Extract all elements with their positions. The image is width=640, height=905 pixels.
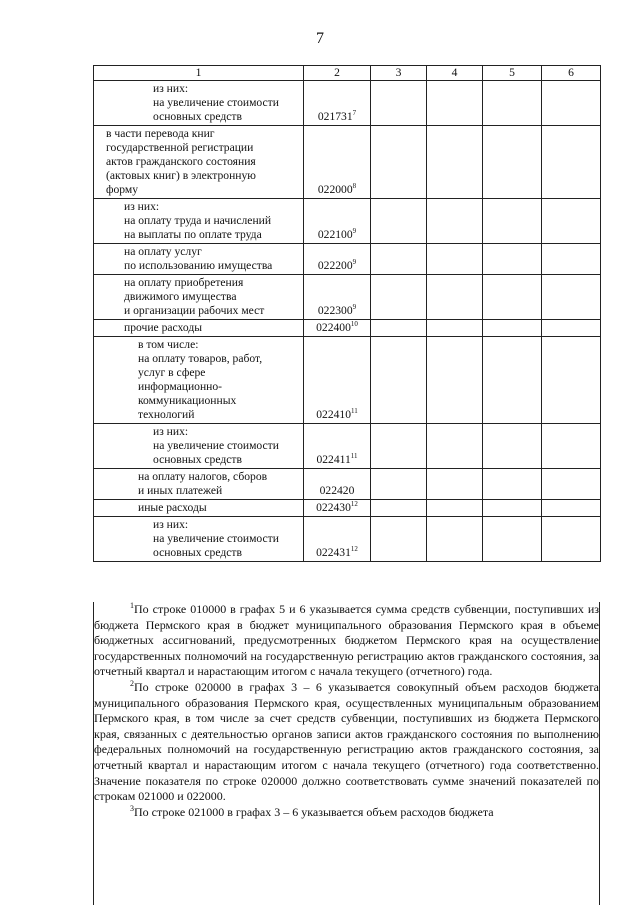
footnote-number: 3: [130, 803, 134, 813]
row-code: [304, 500, 371, 517]
value-cell-col-6: [542, 424, 601, 469]
table-row: [94, 244, 601, 275]
footnote: [94, 602, 599, 680]
table-header-row: [94, 66, 601, 81]
row-code: [304, 81, 371, 126]
row-code: [304, 275, 371, 320]
footnote-ref: 9: [352, 227, 357, 235]
table-row: [94, 81, 601, 126]
row-code: [304, 320, 371, 337]
value-cell-col-3: [371, 500, 427, 517]
value-cell-col-3: [371, 199, 427, 244]
row-code-value: 022300: [317, 304, 353, 317]
footnote-ref: 9: [352, 258, 357, 266]
value-cell-col-3: [371, 81, 427, 126]
row-label: на оплату налогов, сборов и иных платежей: [94, 469, 304, 500]
row-label: на оплату услуг по использованию имущества: [94, 244, 304, 275]
row-code: [304, 244, 371, 275]
row-label: в том числе: на оплату товаров, работ, услуг в сфере информационно- коммуникационных технологий: [94, 337, 304, 424]
row-code-value: 022200: [317, 259, 353, 272]
footnotes: [93, 602, 600, 905]
value-cell-col-4: [427, 517, 483, 562]
table-row: [94, 199, 601, 244]
row-code-value: 021731: [317, 110, 353, 123]
report-table-body: [94, 66, 601, 562]
value-cell-col-5: [483, 337, 542, 424]
value-cell-col-5: [483, 500, 542, 517]
footnote-ref: 10: [350, 320, 358, 328]
value-cell-col-6: [542, 244, 601, 275]
value-cell-col-5: [483, 275, 542, 320]
row-label: на оплату приобретения движимого имущества и организации рабочих мест: [94, 275, 304, 320]
table-row: [94, 126, 601, 199]
row-code: [304, 517, 371, 562]
value-cell-col-3: [371, 244, 427, 275]
row-code-value: 022420: [319, 484, 355, 497]
column-header-5: 5: [483, 66, 542, 81]
value-cell-col-5: [483, 469, 542, 500]
footnote-ref: 12: [350, 545, 358, 553]
value-cell-col-5: [483, 199, 542, 244]
footnote-ref: 8: [352, 182, 357, 190]
row-code-value: 022430: [316, 501, 351, 514]
footnote: [94, 680, 599, 805]
row-code-value: 022100: [317, 228, 353, 241]
value-cell-col-4: [427, 275, 483, 320]
value-cell-col-4: [427, 469, 483, 500]
value-cell-col-4: [427, 199, 483, 244]
footnote-ref: 11: [350, 452, 358, 460]
table-row: [94, 469, 601, 500]
footnote-number: 2: [130, 678, 134, 688]
value-cell-col-6: [542, 199, 601, 244]
column-header-2: 2: [304, 66, 371, 81]
value-cell-col-4: [427, 424, 483, 469]
table-row: [94, 500, 601, 517]
row-label: в части перевода книг государственной регистрации актов гражданского состояния (актовых книг) в электронную форму: [94, 126, 304, 199]
table-row: [94, 275, 601, 320]
value-cell-col-3: [371, 126, 427, 199]
footnote-number: 1: [130, 601, 134, 610]
row-code-value: 022411: [316, 453, 351, 466]
row-code: [304, 337, 371, 424]
column-header-4: 4: [427, 66, 483, 81]
row-code-value: 022400: [316, 321, 351, 334]
value-cell-col-4: [427, 244, 483, 275]
table-row: [94, 337, 601, 424]
value-cell-col-6: [542, 337, 601, 424]
value-cell-col-5: [483, 320, 542, 337]
value-cell-col-3: [371, 424, 427, 469]
value-cell-col-6: [542, 500, 601, 517]
footnote-ref: 7: [352, 109, 357, 117]
value-cell-col-3: [371, 337, 427, 424]
table-row: [94, 320, 601, 337]
footnote-ref: 12: [350, 500, 358, 508]
value-cell-col-4: [427, 320, 483, 337]
value-cell-col-4: [427, 500, 483, 517]
column-header-6: 6: [542, 66, 601, 81]
value-cell-col-5: [483, 517, 542, 562]
value-cell-col-4: [427, 337, 483, 424]
report-table: [93, 65, 601, 562]
footnote-ref: 9: [352, 303, 357, 311]
value-cell-col-6: [542, 126, 601, 199]
column-header-3: 3: [371, 66, 427, 81]
row-label: из них: на оплату труда и начислений на выплаты по оплате труда: [94, 199, 304, 244]
row-code: [304, 199, 371, 244]
value-cell-col-4: [427, 126, 483, 199]
value-cell-col-6: [542, 320, 601, 337]
value-cell-col-5: [483, 424, 542, 469]
footnote: [94, 805, 599, 821]
page-number: 7: [316, 30, 324, 47]
row-code: [304, 469, 371, 500]
row-label: из них: на увеличение стоимости основных средств: [94, 517, 304, 562]
value-cell-col-3: [371, 320, 427, 337]
value-cell-col-5: [483, 126, 542, 199]
value-cell-col-6: [542, 517, 601, 562]
value-cell-col-4: [427, 81, 483, 126]
row-code: [304, 424, 371, 469]
footnote-text: По строке 021000 в графах 3 – 6 указывается объем расходов бюджета: [134, 804, 494, 819]
row-code-value: 022431: [316, 546, 351, 559]
footnote-text: По строке 010000 в графах 5 и 6 указывается сумма средств субвенции, поступивших из бюджета Пермского края в бюджет муниципального образования Пермского края в объеме бюджетных ассигнований, предусмотренных бюджетом Пермского края на осуществление государственных полномочий на государственную регистрацию актов гражданского состояния, за отчетный квартал и нарастающим итогом с начала текущего (отчетного) года.: [94, 602, 599, 679]
row-label: прочие расходы: [94, 320, 304, 337]
value-cell-col-6: [542, 81, 601, 126]
row-code: [304, 126, 371, 199]
value-cell-col-5: [483, 81, 542, 126]
value-cell-col-3: [371, 275, 427, 320]
value-cell-col-5: [483, 244, 542, 275]
footnote-ref: 11: [351, 407, 358, 415]
footnote-text: По строке 020000 в графах 3 – 6 указывается совокупный объем расходов бюджета муниципального образования Пермского края, осуществленных муниципальным образованием Пермского края, в том числе за счет средств субвенции, поступивших из бюджета Пермского края, связанных с деятельностью органов записи актов гражданского состояния по выполнению федеральных полномочий на государственную регистрацию актов гражданского состояния, за отчетный квартал и нарастающим итогом с начала текущего (отчетного) года соответственно. Значение показателя по строке 020000 должно соответствовать сумме значений показателей по строкам 021000 и 022000.: [94, 679, 599, 804]
row-label: иные расходы: [94, 500, 304, 517]
row-code-value: 022000: [317, 183, 353, 196]
value-cell-col-6: [542, 469, 601, 500]
row-label: из них: на увеличение стоимости основных средств: [94, 424, 304, 469]
value-cell-col-6: [542, 275, 601, 320]
table-row: [94, 424, 601, 469]
value-cell-col-3: [371, 469, 427, 500]
column-header-1: 1: [94, 66, 304, 81]
value-cell-col-3: [371, 517, 427, 562]
row-label: из них: на увеличение стоимости основных средств: [94, 81, 304, 126]
table-row: [94, 517, 601, 562]
row-code-value: 022410: [316, 408, 352, 421]
